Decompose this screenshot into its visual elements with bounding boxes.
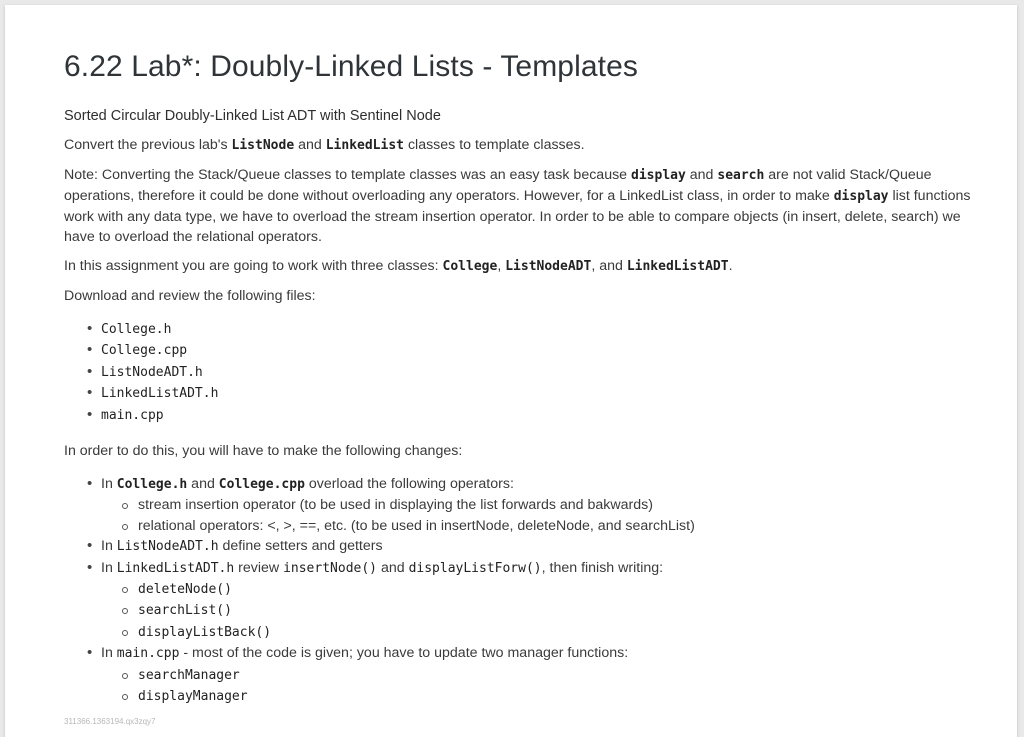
code-listnode: ListNode (231, 138, 295, 153)
code-listnodeadt: ListNodeADT (505, 259, 592, 274)
sub-item: searchManager (64, 665, 974, 686)
note-paragraph: Note: Converting the Stack/Queue classes to template classes was an easy task because display and search are not valid Stack/Queue operations, therefore it could be done without overloading any operators. However, for a LinkedList class, in order to make display list functions work with any data type, we have to overload the stream insertion operator. In order to be able to compare objects (in insert, delete, search) we have to overload the relational operators. (64, 167, 971, 245)
page-title: 6.22 Lab*: Doubly-Linked Lists - Templates (64, 50, 638, 83)
file-item[interactable]: • ListNodeADT.h (64, 362, 974, 383)
sub-item: deleteNode() (64, 579, 974, 600)
change-item-main: • In main.cpp - most of the code is given; you have to update two manager functions: searchManager displayManager (64, 643, 974, 707)
code-search: search (717, 168, 765, 183)
intro-paragraph: Convert the previous lab's ListNode and LinkedList classes to template classes. (64, 137, 585, 153)
sub-list (101, 579, 974, 643)
download-paragraph: Download and review the following files: (64, 288, 316, 304)
file-list (64, 319, 974, 426)
changes-paragraph: In order to do this, you will have to make the following changes: (64, 443, 463, 460)
code-display-2: display (833, 189, 889, 204)
change-item-listnode: • In ListNodeADT.h define setters and getters (64, 536, 974, 557)
sub-item: displayManager (64, 686, 974, 707)
code-linkedlist: LinkedList (325, 138, 404, 153)
code-display: display (631, 168, 686, 183)
file-item[interactable]: • College.h (64, 319, 974, 340)
change-item-college: • In College.h and College.cpp overload the following operators: stream insertion operator (to be used in displaying the list forwards and bakwards) relational operators: <, >, ==, etc. (to be used in insertNode, deleteNode, and searchList) (64, 474, 974, 536)
sub-item: stream insertion operator (to be used in displaying the list forwards and bakwards) (64, 495, 974, 515)
footer-id: 311366.1363194.qx3zqy7 (64, 717, 156, 726)
sub-list (101, 495, 974, 536)
sub-item: searchList() (64, 600, 974, 621)
file-item[interactable]: • LinkedListADT.h (64, 383, 974, 404)
sub-item: displayListBack() (64, 622, 974, 643)
lab-content (64, 43, 974, 708)
code-college: College (442, 259, 498, 274)
section-subtitle: Sorted Circular Doubly-Linked List ADT with Sentinel Node (64, 108, 441, 124)
file-item[interactable]: • main.cpp (64, 405, 974, 426)
sub-item: relational operators: <, >, ==, etc. (to be used in insertNode, deleteNode, and searchList) (64, 516, 974, 536)
classes-paragraph: In this assignment you are going to work with three classes: College, ListNodeADT, and LinkedListADT. (64, 258, 733, 274)
code-linkedlistadt: LinkedListADT (626, 259, 729, 274)
file-item[interactable]: • College.cpp (64, 340, 974, 361)
changes-list (64, 474, 974, 707)
sub-list (101, 665, 974, 708)
change-item-linkedlist: • In LinkedListADT.h review insertNode() and displayListForw(), then finish writing: deleteNode() searchList() displayListBack() (64, 558, 974, 644)
lab-card (5, 5, 1017, 737)
